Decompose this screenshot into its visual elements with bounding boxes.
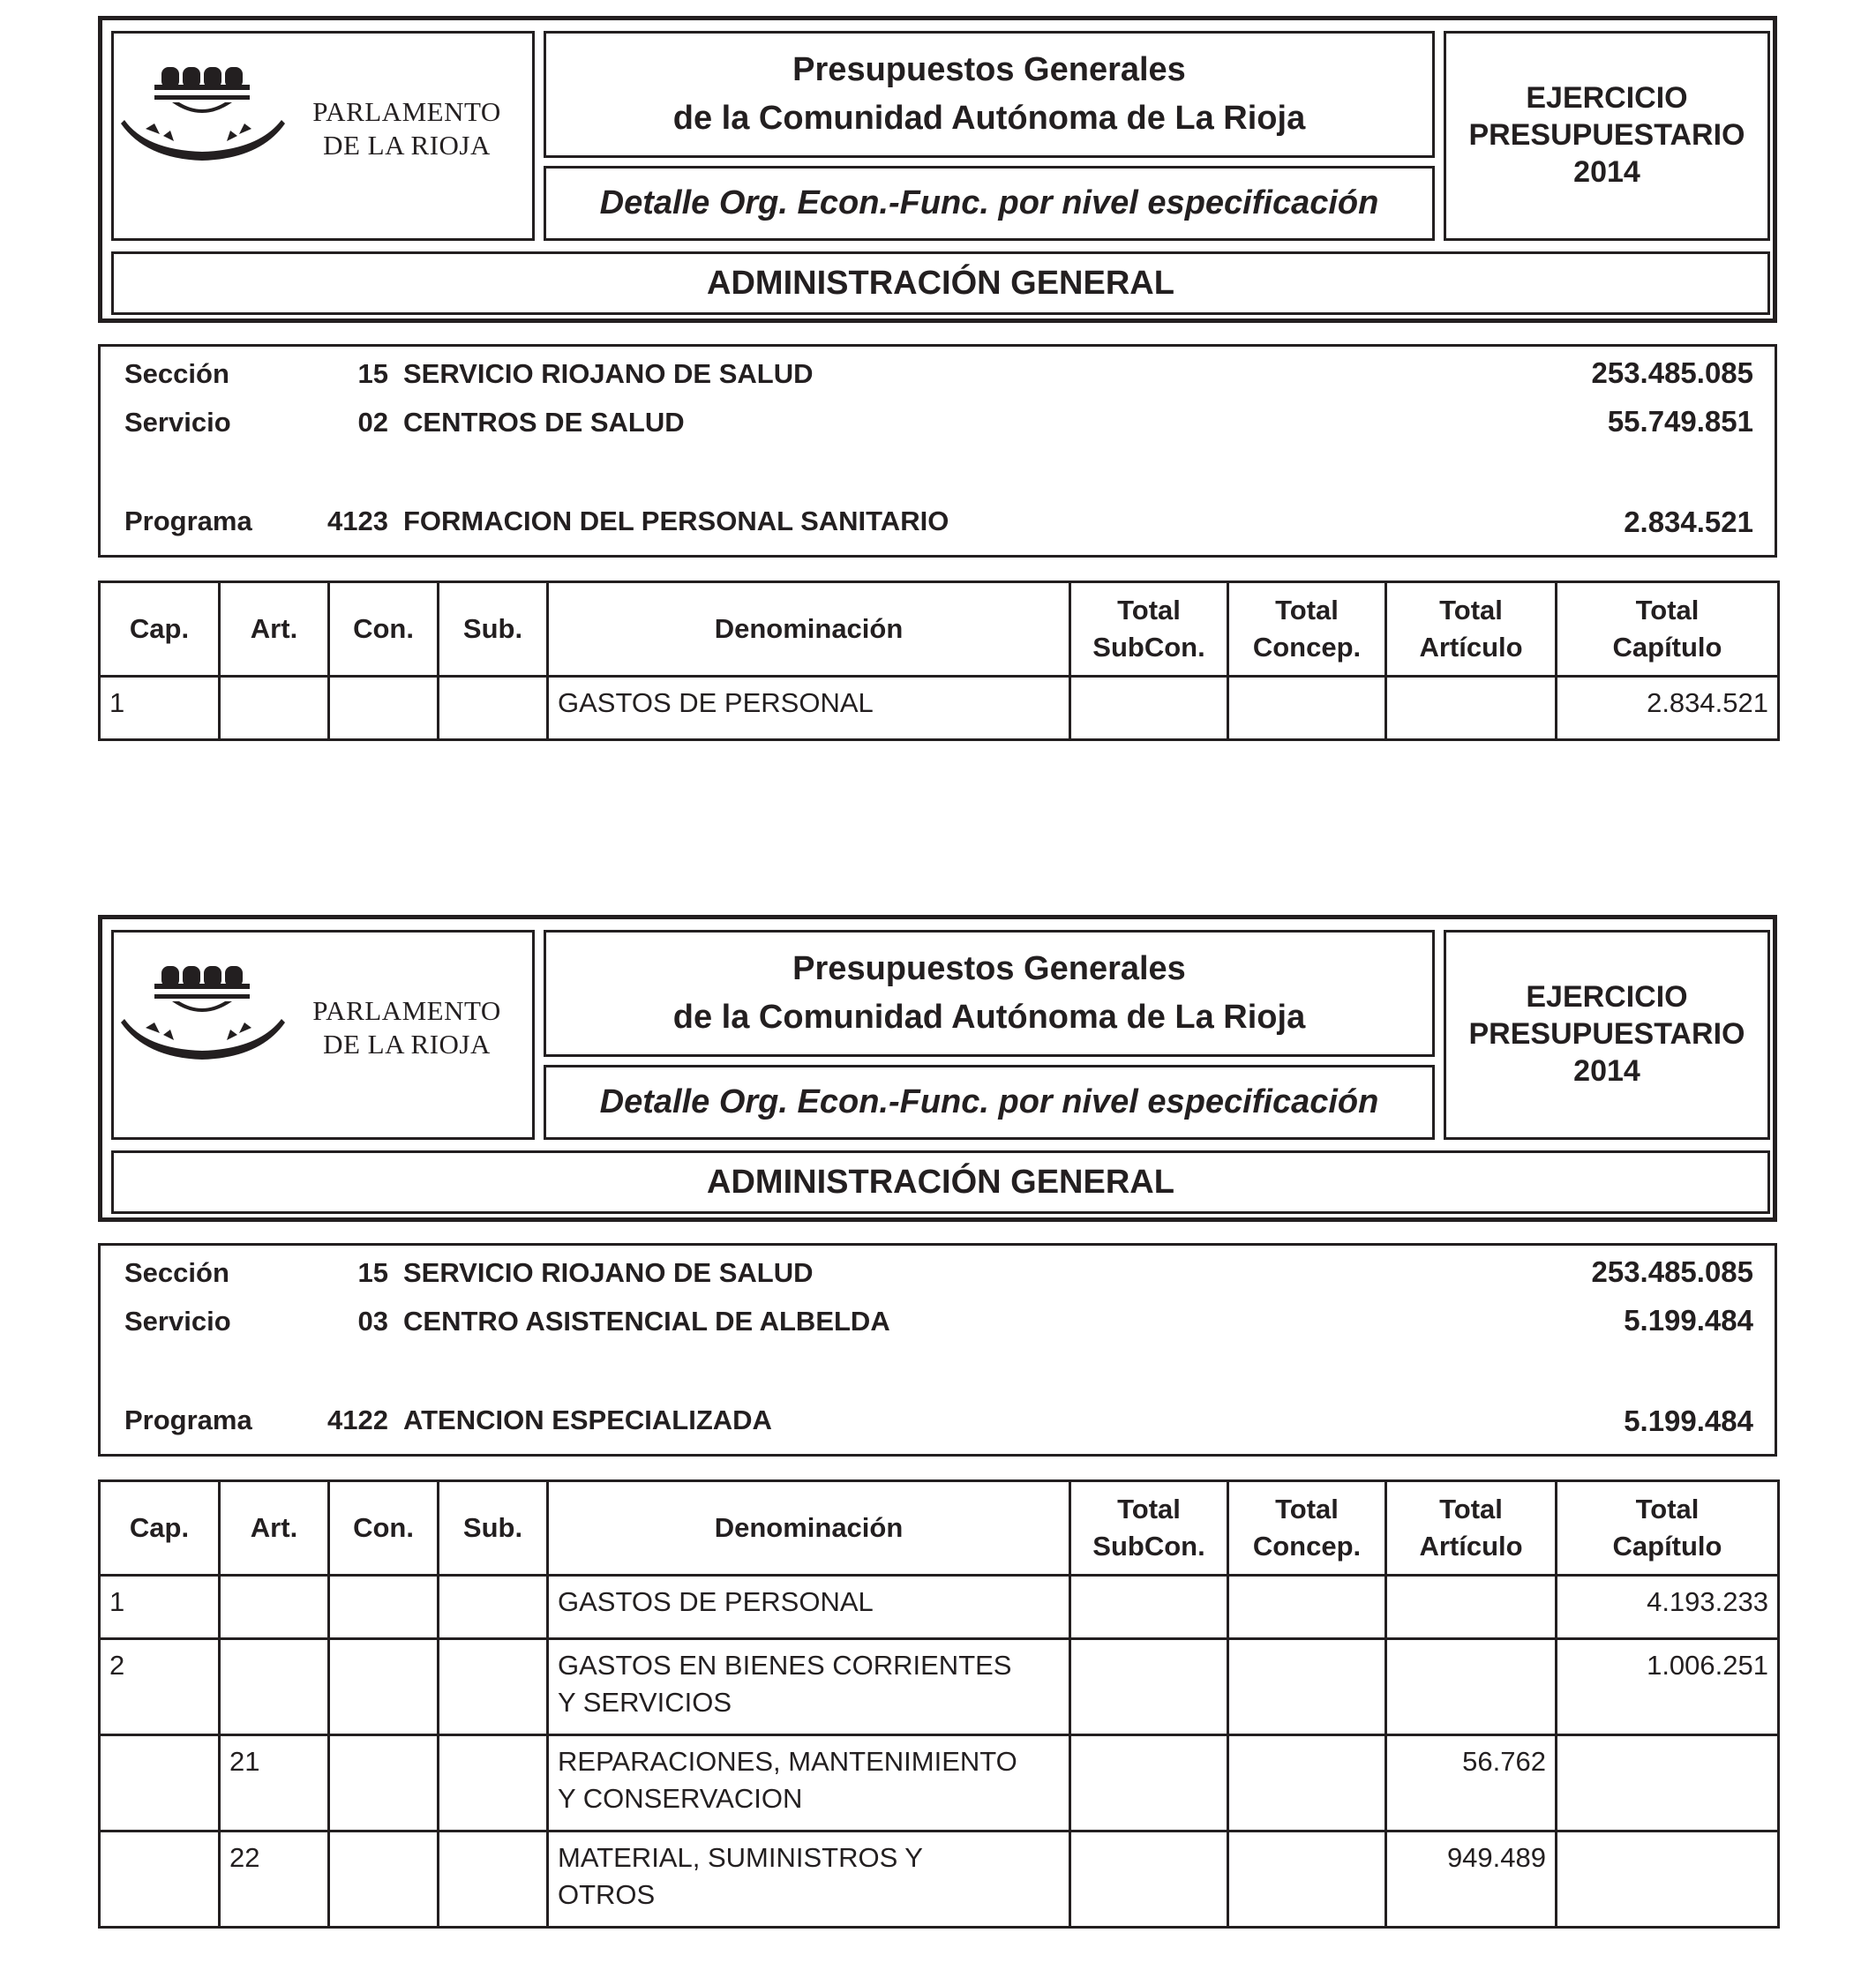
cell-sub	[439, 1576, 548, 1639]
col-total-concep: Total Concep.	[1228, 582, 1386, 677]
section-info	[98, 344, 1777, 558]
col-total-capitulo: Total Capítulo	[1557, 582, 1779, 677]
table-header-row	[100, 582, 1779, 677]
cell-con	[329, 1735, 439, 1831]
col-total-articulo: Total Artículo	[1386, 1481, 1557, 1576]
seccion-name: SERVICIO RIOJANO DE SALUD	[403, 358, 814, 389]
table-row	[100, 677, 1779, 740]
cell-total-capitulo	[1557, 1831, 1779, 1928]
seccion-amount: 253.485.085	[1591, 1255, 1753, 1288]
cell-total-concep	[1228, 1735, 1386, 1831]
cell-total-capitulo: 1.006.251	[1557, 1639, 1779, 1735]
col-sub: Sub.	[439, 582, 548, 677]
servicio-label: Servicio	[124, 407, 231, 438]
cell-sub	[439, 1639, 548, 1735]
servicio-code: 02	[357, 407, 388, 438]
parliament-name: PARLAMENTO DE LA RIOJA	[312, 96, 501, 161]
cell-sub	[439, 1735, 548, 1831]
table-body	[100, 677, 1779, 740]
cell-con	[329, 1639, 439, 1735]
servicio-label: Servicio	[124, 1306, 231, 1337]
programa-amount: 5.199.484	[1624, 1404, 1753, 1437]
seccion-label: Sección	[124, 1257, 229, 1288]
cell-cap: 1	[100, 1576, 220, 1639]
cell-total-concep	[1228, 1576, 1386, 1639]
cell-con	[329, 677, 439, 740]
cell-sub	[439, 677, 548, 740]
administration-banner: ADMINISTRACIÓN GENERAL	[111, 1150, 1770, 1214]
cell-total-capitulo: 4.193.233	[1557, 1576, 1779, 1639]
document-header	[98, 16, 1777, 323]
cell-art: 21	[220, 1735, 329, 1831]
col-art: Art.	[220, 582, 329, 677]
cell-total-articulo	[1386, 1639, 1557, 1735]
document-header	[98, 915, 1777, 1222]
programa-label: Programa	[124, 506, 252, 536]
fiscal-year-box: EJERCICIO PRESUPUESTARIO 2014	[1444, 31, 1770, 241]
col-denominacion: Denominación	[548, 582, 1070, 677]
cell-denominacion: MATERIAL, SUMINISTROS Y OTROS	[548, 1831, 1070, 1928]
programa-name: ATENCION ESPECIALIZADA	[403, 1404, 772, 1435]
document-title: Presupuestos Generales de la Comunidad Autónoma de La Rioja	[544, 930, 1435, 1057]
cell-art	[220, 1639, 329, 1735]
cell-total-articulo: 949.489	[1386, 1831, 1557, 1928]
col-art: Art.	[220, 1481, 329, 1576]
table-row	[100, 1735, 1779, 1831]
servicio-name: CENTRO ASISTENCIAL DE ALBELDA	[403, 1306, 890, 1337]
parliament-logo-icon	[119, 964, 296, 1070]
servicio-amount: 55.749.851	[1607, 405, 1753, 438]
cell-cap	[100, 1831, 220, 1928]
budget-table	[98, 581, 1780, 741]
cell-total-concep	[1228, 1831, 1386, 1928]
cell-denominacion: GASTOS EN BIENES CORRIENTES Y SERVICIOS	[548, 1639, 1070, 1735]
parliament-logo-icon	[119, 65, 296, 171]
servicio-amount: 5.199.484	[1624, 1304, 1753, 1337]
cell-total-subcon	[1070, 1639, 1228, 1735]
programa-code: 4123	[327, 506, 388, 536]
col-con: Con.	[329, 1481, 439, 1576]
cell-cap	[100, 1735, 220, 1831]
cell-total-subcon	[1070, 1735, 1228, 1831]
col-denominacion: Denominación	[548, 1481, 1070, 1576]
table-row	[100, 1576, 1779, 1639]
col-total-subcon: Total SubCon.	[1070, 582, 1228, 677]
section-info	[98, 1243, 1777, 1457]
col-total-concep: Total Concep.	[1228, 1481, 1386, 1576]
cell-total-capitulo: 2.834.521	[1557, 677, 1779, 740]
servicio-code: 03	[357, 1306, 388, 1337]
col-total-capitulo: Total Capítulo	[1557, 1481, 1779, 1576]
cell-total-concep	[1228, 677, 1386, 740]
col-total-articulo: Total Artículo	[1386, 582, 1557, 677]
table-row	[100, 1639, 1779, 1735]
cell-denominacion: GASTOS DE PERSONAL	[548, 1576, 1070, 1639]
programa-amount: 2.834.521	[1624, 506, 1753, 538]
col-cap: Cap.	[100, 1481, 220, 1576]
cell-total-articulo	[1386, 1576, 1557, 1639]
cell-total-subcon	[1070, 677, 1228, 740]
logo-box	[111, 930, 535, 1140]
table-body	[100, 1576, 1779, 1928]
logo-box	[111, 31, 535, 241]
document-subtitle: Detalle Org. Econ.-Func. por nivel especificación	[544, 1065, 1435, 1140]
table-row	[100, 1831, 1779, 1928]
seccion-name: SERVICIO RIOJANO DE SALUD	[403, 1257, 814, 1288]
cell-total-concep	[1228, 1639, 1386, 1735]
cell-art	[220, 1576, 329, 1639]
cell-con	[329, 1831, 439, 1928]
programa-code: 4122	[327, 1404, 388, 1435]
document-title: Presupuestos Generales de la Comunidad Autónoma de La Rioja	[544, 31, 1435, 158]
document-subtitle: Detalle Org. Econ.-Func. por nivel especificación	[544, 166, 1435, 241]
programa-name: FORMACION DEL PERSONAL SANITARIO	[403, 506, 949, 536]
cell-total-capitulo	[1557, 1735, 1779, 1831]
administration-banner: ADMINISTRACIÓN GENERAL	[111, 251, 1770, 315]
cell-total-articulo: 56.762	[1386, 1735, 1557, 1831]
cell-denominacion: REPARACIONES, MANTENIMIENTO Y CONSERVACION	[548, 1735, 1070, 1831]
table-header-row	[100, 1481, 1779, 1576]
programa-label: Programa	[124, 1404, 252, 1435]
cell-cap: 1	[100, 677, 220, 740]
fiscal-year-box: EJERCICIO PRESUPUESTARIO 2014	[1444, 930, 1770, 1140]
seccion-code: 15	[357, 1257, 388, 1288]
cell-art: 22	[220, 1831, 329, 1928]
seccion-label: Sección	[124, 358, 229, 389]
cell-cap: 2	[100, 1639, 220, 1735]
seccion-amount: 253.485.085	[1591, 356, 1753, 389]
cell-total-subcon	[1070, 1576, 1228, 1639]
col-sub: Sub.	[439, 1481, 548, 1576]
cell-total-articulo	[1386, 677, 1557, 740]
cell-art	[220, 677, 329, 740]
cell-denominacion: GASTOS DE PERSONAL	[548, 677, 1070, 740]
cell-sub	[439, 1831, 548, 1928]
budget-table	[98, 1479, 1780, 1929]
col-con: Con.	[329, 582, 439, 677]
servicio-name: CENTROS DE SALUD	[403, 407, 685, 438]
col-total-subcon: Total SubCon.	[1070, 1481, 1228, 1576]
seccion-code: 15	[357, 358, 388, 389]
col-cap: Cap.	[100, 582, 220, 677]
cell-total-subcon	[1070, 1831, 1228, 1928]
cell-con	[329, 1576, 439, 1639]
parliament-name: PARLAMENTO DE LA RIOJA	[312, 995, 501, 1060]
